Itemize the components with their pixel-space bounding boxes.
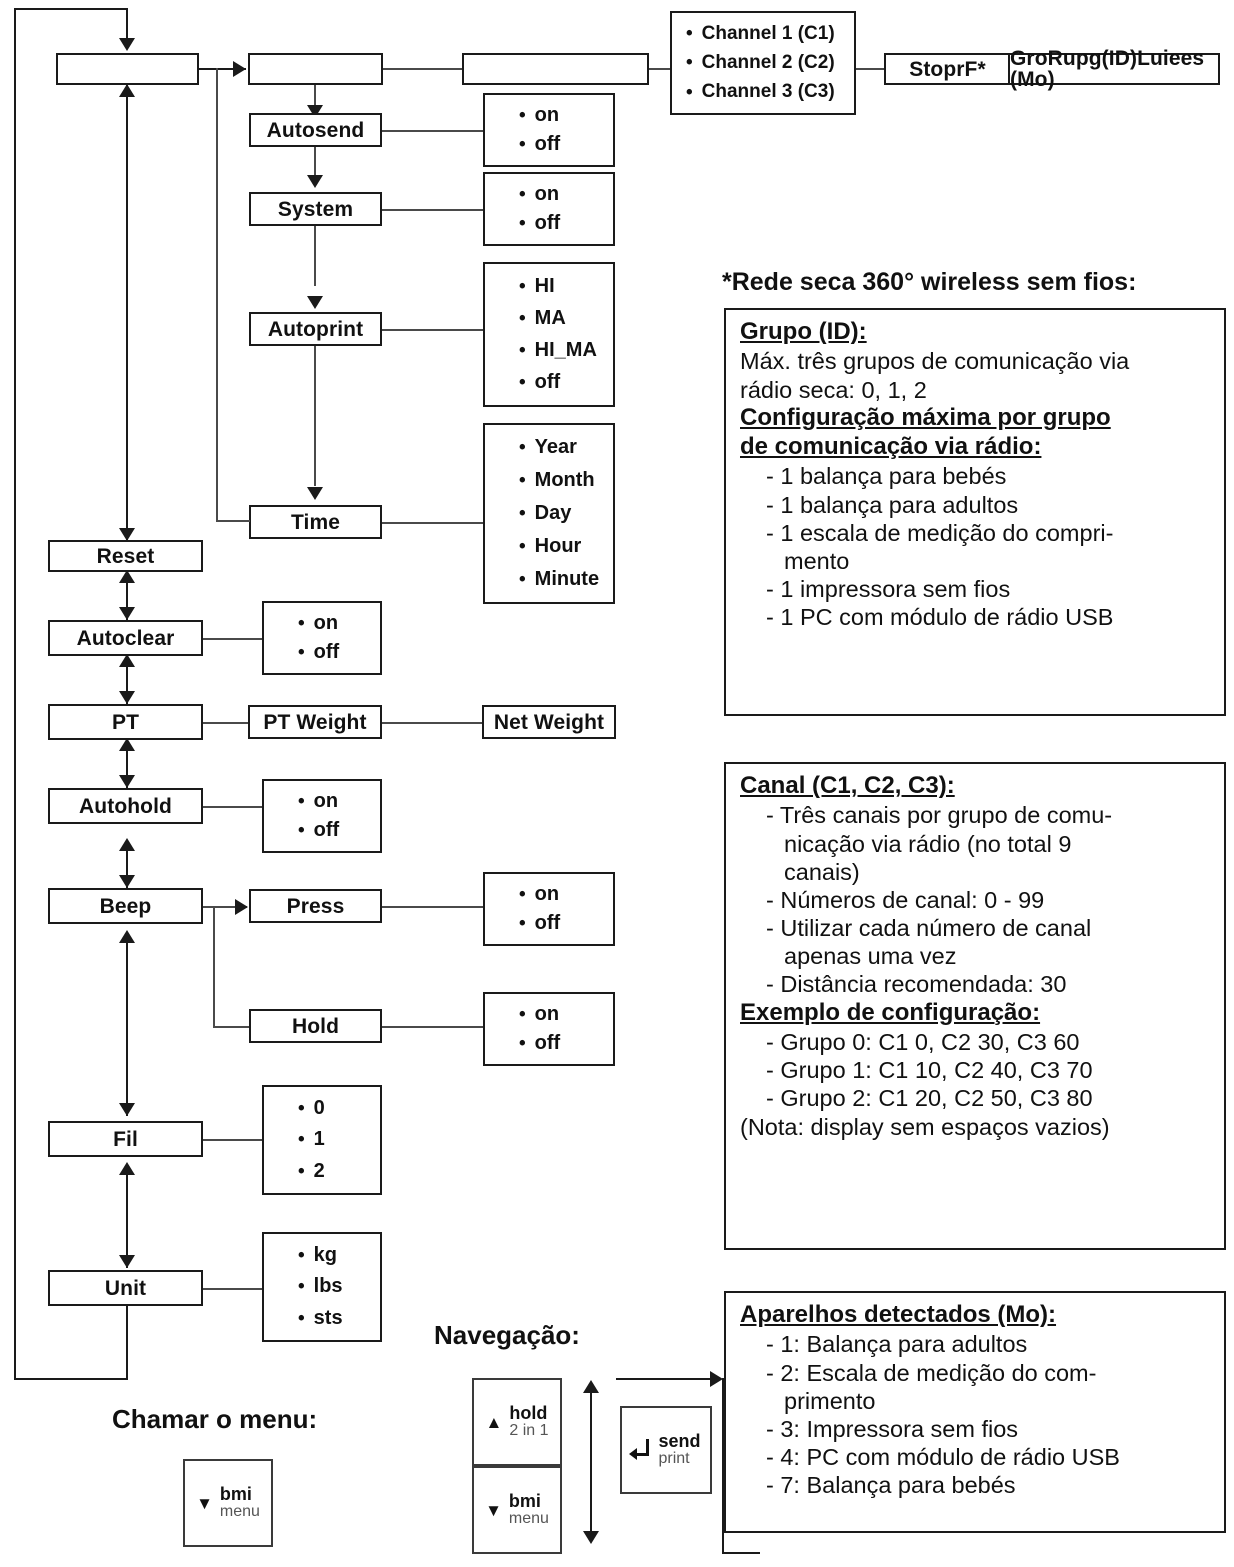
bmi-call-key-label: bmi <box>219 1484 252 1505</box>
channel-panel-item: apenas uma vez <box>784 943 957 970</box>
autoclear-box[interactable]: Autoclear <box>48 620 203 656</box>
hold-2in1-key[interactable] <box>472 1378 562 1466</box>
system-box[interactable]: System <box>249 192 382 226</box>
channel-panel-item: - Três canais por grupo de comu- <box>766 802 1113 829</box>
spine-down-arrow-7 <box>119 1255 135 1268</box>
spine-up-arrow-5 <box>119 838 135 851</box>
channel-panel-example: - Grupo 2: C1 20, C2 50, C3 80 <box>766 1085 1093 1112</box>
group-panel-text: rádio seca: 0, 1, 2 <box>740 376 927 403</box>
channel-panel-item: - Distância recomendada: 30 <box>766 971 1067 998</box>
autosend-option: • off <box>519 130 613 159</box>
autoprint-option: • HI_MA <box>519 335 613 367</box>
pt-box[interactable]: PT <box>48 704 203 740</box>
left-spine-beep-fil <box>126 932 128 1116</box>
devices-panel-item: primento <box>784 1387 876 1414</box>
system-to-options-line <box>382 209 484 211</box>
ptweight-to-netweight-line <box>382 722 483 724</box>
bmi-key-sublabel: menu <box>508 1510 549 1528</box>
group-panel-item: mento <box>784 547 850 574</box>
root-to-submenu-arrow <box>233 61 246 77</box>
bmi-menu-key-call[interactable] <box>183 1459 273 1547</box>
group-panel-subheading: de comunicação via rádio: <box>740 433 1042 460</box>
send-key-sublabel: print <box>658 1450 690 1468</box>
group-panel-item: - 1 balança para bebés <box>766 463 1007 490</box>
system-option: • on <box>519 180 613 209</box>
autoprint-box[interactable]: Autoprint <box>249 312 382 346</box>
devices-panel-heading: Aparelhos detectados (Mo): <box>740 1301 1057 1328</box>
group-id-panel <box>724 308 1226 716</box>
devices-panel-item: - 2: Escala de medição do com- <box>766 1359 1097 1386</box>
autoclear-option: • on <box>298 609 380 638</box>
channel-panel-heading: Canal (C1, C2, C3): <box>740 772 955 799</box>
hold-box[interactable]: Hold <box>249 1009 382 1043</box>
channel-panel-example: - Grupo 0: C1 0, C2 30, C3 60 <box>766 1028 1080 1055</box>
autoclear-options-box[interactable] <box>262 601 382 675</box>
triangle-down-icon: ▼ <box>485 1500 502 1520</box>
system-arrow <box>307 175 323 188</box>
submenu-bracket-line <box>216 68 218 522</box>
time-option: • Month <box>519 464 613 497</box>
hold-to-options-line <box>382 1026 484 1028</box>
channel-options-box[interactable] <box>670 11 856 115</box>
devices-connector-bottom <box>722 1552 760 1554</box>
time-option: • Hour <box>519 530 613 563</box>
outer-loop-bottom-line <box>14 1378 128 1380</box>
outer-loop-left-line <box>14 8 16 1380</box>
loop-top-arrow <box>119 38 135 51</box>
autohold-option: • off <box>298 816 380 845</box>
menu-root-box[interactable] <box>56 53 199 85</box>
group-panel-item: - 1 balança para adultos <box>766 491 1019 518</box>
hold-options-box[interactable] <box>483 992 615 1066</box>
autoprint-to-time-line <box>314 346 316 486</box>
spine-down-arrow-6 <box>119 1103 135 1116</box>
autoclear-option: • off <box>298 638 380 667</box>
autoprint-to-options-line <box>382 329 484 331</box>
autoprint-options-box[interactable] <box>483 262 615 407</box>
loop-top-down-line <box>126 8 128 42</box>
call-menu-title: Chamar o menu: <box>112 1404 318 1434</box>
pt-to-ptweight-line <box>203 722 249 724</box>
autosend-box[interactable]: Autosend <box>249 113 382 147</box>
spine-down-arrow-4 <box>119 775 135 788</box>
autohold-box[interactable]: Autohold <box>48 788 203 824</box>
beep-to-press-arrow <box>235 899 248 915</box>
spine-up-arrow-6 <box>119 930 135 943</box>
triangle-up-icon: ▲ <box>485 1412 503 1432</box>
spine-down-arrow-3 <box>119 691 135 704</box>
unit-to-options-line <box>203 1288 263 1290</box>
send-key-label: send <box>658 1431 701 1452</box>
channel-to-stop-line <box>856 68 886 70</box>
nav-up-arrow <box>583 1380 599 1393</box>
submenu-to-detail-line <box>383 68 463 70</box>
channel-option: • Channel 3 (C3) <box>686 78 854 107</box>
pt-weight-box[interactable]: PT Weight <box>248 705 382 739</box>
devices-panel-item: - 3: Impressora sem fios <box>766 1415 1019 1442</box>
channel-panel-example-heading: Exemplo de configuração: <box>740 998 1041 1026</box>
time-option: • Minute <box>519 563 613 596</box>
channel-panel-item: canais) <box>784 858 860 885</box>
fil-option: • 2 <box>298 1156 380 1187</box>
press-box[interactable]: Press <box>249 889 382 923</box>
devices-panel-item: - 7: Balança para bebés <box>766 1472 1016 1499</box>
system-to-autoprint-line <box>314 226 316 286</box>
group-panel-text: Máx. três grupos de comunicação via <box>740 348 1130 375</box>
fil-box[interactable]: Fil <box>48 1121 203 1157</box>
submenu-box[interactable] <box>248 53 383 85</box>
spine-down-arrow-2 <box>119 607 135 620</box>
autohold-to-options-line <box>203 806 263 808</box>
autoprint-option: • MA <box>519 302 613 334</box>
channel-panel-item: - Números de canal: 0 - 99 <box>766 886 1045 913</box>
spine-up-arrow-7 <box>119 1162 135 1175</box>
network-heading: *Rede seca 360° wireless sem fios: <box>722 268 1137 296</box>
group-id-box[interactable]: GroRupg(ID)Luiees (Mo) <box>1008 53 1220 85</box>
group-panel-item: - 1 escala de medição do compri- <box>766 519 1114 546</box>
navigation-title: Navegação: <box>434 1320 580 1350</box>
devices-connector-vertical <box>722 1378 724 1554</box>
channel-panel-example: - Grupo 1: C1 10, C2 40, C3 70 <box>766 1057 1093 1084</box>
press-to-options-line <box>382 906 484 908</box>
fil-option: • 1 <box>298 1124 380 1155</box>
beep-box[interactable]: Beep <box>48 888 203 924</box>
hold-key-sublabel: 2 in 1 <box>509 1422 549 1440</box>
autosend-to-options-line <box>382 130 484 132</box>
outer-loop-top-line <box>14 8 128 10</box>
group-panel-item: - 1 impressora sem fios <box>766 576 1011 603</box>
bmi-call-key-sublabel: menu <box>219 1503 260 1521</box>
submenu-detail-box[interactable] <box>462 53 649 85</box>
channel-option: • Channel 1 (C1) <box>686 19 854 48</box>
unit-option: • lbs <box>298 1271 380 1302</box>
autosend-options-box[interactable] <box>483 93 615 167</box>
autosend-option: • on <box>519 101 613 130</box>
channel-option: • Channel 2 (C2) <box>686 48 854 77</box>
unit-option: • kg <box>298 1240 380 1271</box>
beep-branch-vertical <box>213 906 215 1028</box>
time-options-box[interactable] <box>483 423 615 604</box>
left-spine-upper <box>126 84 128 540</box>
autoprint-option: • HI <box>519 270 613 302</box>
detail-to-channel-line <box>649 68 672 70</box>
autoclear-to-options-line <box>203 638 263 640</box>
devices-panel-item: - 1: Balança para adultos <box>766 1331 1028 1358</box>
devices-panel-item: - 4: PC com módulo de rádio USB <box>766 1444 1120 1471</box>
autohold-options-box[interactable] <box>262 779 382 853</box>
channel-panel <box>724 762 1226 1250</box>
hold-option: • off <box>519 1029 613 1058</box>
system-options-box[interactable] <box>483 172 615 246</box>
unit-box[interactable]: Unit <box>48 1270 203 1306</box>
fil-to-options-line <box>203 1139 263 1141</box>
bmi-key-label: bmi <box>508 1491 541 1512</box>
channel-panel-item: nicação via rádio (no total 9 <box>784 830 1072 857</box>
fil-options-box[interactable] <box>262 1085 382 1195</box>
group-panel-heading: Grupo (ID): <box>740 318 867 345</box>
spine-up-arrow-1 <box>119 84 135 97</box>
unit-options-box[interactable] <box>262 1232 382 1342</box>
time-to-options-line <box>382 522 484 524</box>
hold-option: • on <box>519 1000 613 1029</box>
press-option: • off <box>519 909 613 938</box>
bmi-menu-key-nav[interactable] <box>472 1466 562 1554</box>
send-to-devices-line <box>616 1378 716 1380</box>
fil-option: • 0 <box>298 1093 380 1124</box>
channel-panel-note: (Nota: display sem espaços vazios) <box>740 1113 1110 1140</box>
devices-panel <box>724 1291 1226 1533</box>
autohold-option: • on <box>298 787 380 816</box>
hold-key-label: hold <box>509 1403 548 1424</box>
press-option: • on <box>519 880 613 909</box>
press-options-box[interactable] <box>483 872 615 946</box>
channel-panel-item: - Utilizar cada número de canal <box>766 915 1092 942</box>
time-option: • Day <box>519 497 613 530</box>
system-option: • off <box>519 209 613 238</box>
triangle-down-icon: ▼ <box>196 1493 213 1513</box>
time-arrow <box>307 487 323 500</box>
nav-updown-line <box>590 1392 592 1532</box>
left-spine-fil-unit <box>126 1164 128 1268</box>
group-panel-item: - 1 PC com módulo de rádio USB <box>766 604 1114 631</box>
stop-box[interactable]: StoprF* <box>884 53 1011 85</box>
nav-down-arrow <box>583 1531 599 1544</box>
submenu-bracket-to-time <box>216 520 250 522</box>
spine-down-arrow-5 <box>119 875 135 888</box>
autoprint-option: • off <box>519 367 613 399</box>
send-print-key[interactable] <box>620 1406 712 1494</box>
reset-box[interactable]: Reset <box>48 540 203 572</box>
group-panel-subheading: Configuração máxima por grupo <box>740 403 1111 431</box>
net-weight-box[interactable]: Net Weight <box>482 705 616 739</box>
time-option: • Year <box>519 431 613 464</box>
unit-option: • sts <box>298 1303 380 1334</box>
enter-arrow-icon <box>631 1439 651 1461</box>
beep-to-hold-line <box>213 1026 249 1028</box>
autoprint-arrow <box>307 296 323 309</box>
time-box[interactable]: Time <box>249 505 382 539</box>
